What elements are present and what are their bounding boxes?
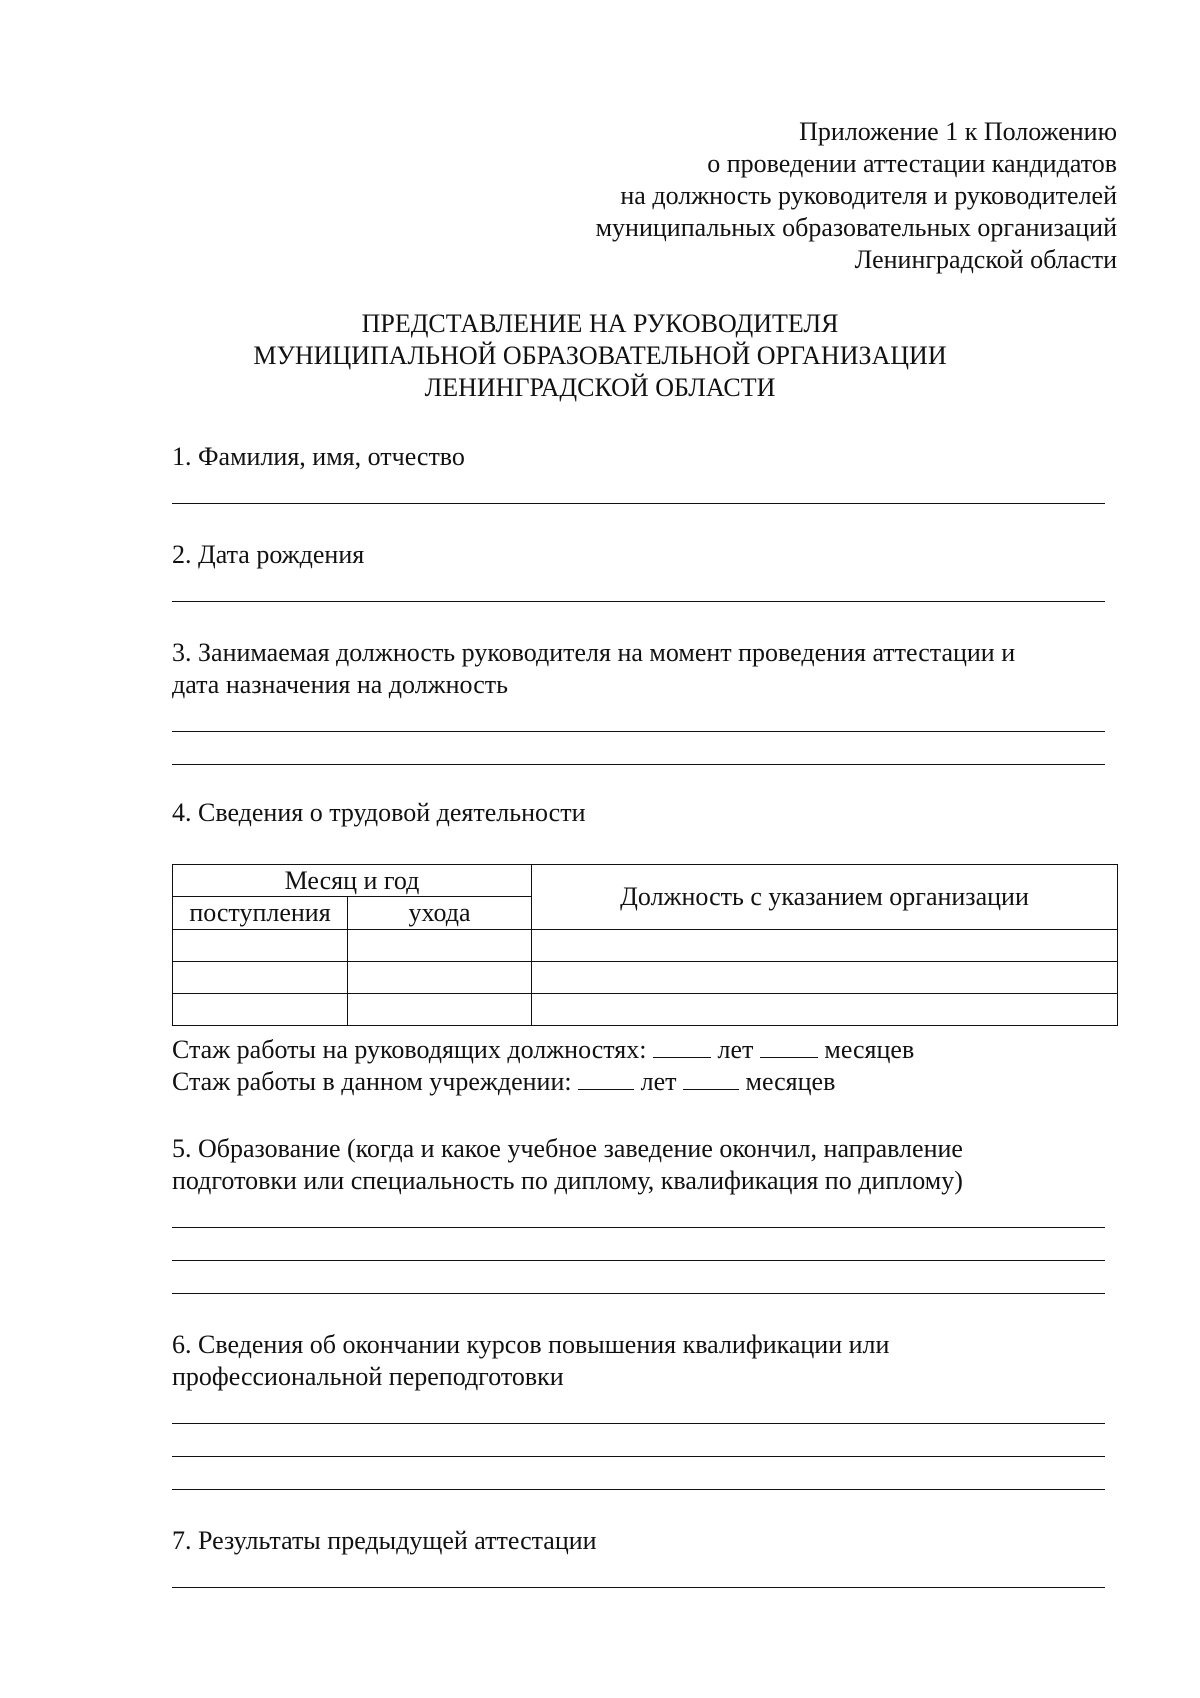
- table-cell-end[interactable]: [348, 994, 532, 1026]
- work-history-table: [172, 864, 1118, 1026]
- experience-institution-label: Стаж работы в данном учреждении:: [172, 1067, 572, 1096]
- section-3-fill-line[interactable]: [172, 764, 1105, 765]
- header-end: ухода: [348, 897, 532, 930]
- title-line: ЛЕНИНГРАДСКОЙ ОБЛАСТИ: [424, 373, 776, 402]
- section-1-label: 1. Фамилия, имя, отчество: [172, 442, 465, 471]
- header-start: поступления: [173, 897, 348, 930]
- section-6-fill-line[interactable]: [172, 1423, 1105, 1424]
- table-cell-position[interactable]: [532, 994, 1118, 1026]
- document-title: [0, 308, 1200, 404]
- appendix-reference: [596, 116, 1117, 276]
- table-cell-start[interactable]: [173, 930, 348, 962]
- table-cell-position[interactable]: [532, 930, 1118, 962]
- appendix-line: муниципальных образовательных организаций: [595, 213, 1117, 242]
- section-5-fill-line[interactable]: [172, 1293, 1105, 1294]
- section-3-label-line1: 3. Занимаемая должность руководителя на момент проведения аттестации и: [172, 638, 1016, 667]
- header-month-year: Месяц и год: [173, 865, 532, 897]
- years-label: лет: [640, 1067, 677, 1096]
- appendix-line: Приложение 1 к Положению: [799, 117, 1117, 146]
- experience-management-label: Стаж работы на руководящих должностях:: [172, 1035, 647, 1064]
- section-5-fill-line[interactable]: [172, 1260, 1105, 1261]
- section-6-label-line2: профессиональной переподготовки: [172, 1362, 564, 1391]
- months-label: месяцев: [745, 1067, 836, 1096]
- table-cell-end[interactable]: [348, 962, 532, 994]
- title-line: МУНИЦИПАЛЬНОЙ ОБРАЗОВАТЕЛЬНОЙ ОРГАНИЗАЦИИ: [253, 341, 947, 370]
- section-2-fill-line[interactable]: [172, 601, 1105, 602]
- appendix-line: Ленинградской области: [854, 245, 1117, 274]
- header-position: Должность с указанием организации: [532, 865, 1118, 930]
- section-3-fill-line[interactable]: [172, 731, 1105, 732]
- table-cell-start[interactable]: [173, 962, 348, 994]
- table-row: [173, 994, 1118, 1026]
- section-5-fill-line[interactable]: [172, 1227, 1105, 1228]
- years-blank[interactable]: [653, 1035, 711, 1058]
- table-row: [173, 930, 1118, 962]
- section-4-label: 4. Сведения о трудовой деятельности: [172, 798, 586, 827]
- section-6-fill-line[interactable]: [172, 1489, 1105, 1490]
- section-1-fill-line[interactable]: [172, 503, 1105, 504]
- table-cell-end[interactable]: [348, 930, 532, 962]
- section-3-label-line2: дата назначения на должность: [172, 670, 508, 699]
- table-cell-position[interactable]: [532, 962, 1118, 994]
- section-2-label: 2. Дата рождения: [172, 540, 365, 569]
- section-7-fill-line[interactable]: [172, 1587, 1105, 1588]
- experience-management: [172, 1034, 914, 1066]
- years-blank[interactable]: [578, 1067, 634, 1090]
- months-blank[interactable]: [683, 1067, 739, 1090]
- experience-institution: [172, 1066, 835, 1098]
- section-6-fill-line[interactable]: [172, 1456, 1105, 1457]
- appendix-line: о проведении аттестации кандидатов: [707, 149, 1117, 178]
- years-label: лет: [717, 1035, 754, 1064]
- section-5-label-line1: 5. Образование (когда и какое учебное заведение окончил, направление: [172, 1134, 963, 1163]
- table-cell-start[interactable]: [173, 994, 348, 1026]
- section-5-label-line2: подготовки или специальность по диплому, квалификация по диплому): [172, 1166, 963, 1195]
- months-blank[interactable]: [760, 1035, 818, 1058]
- table-row: [173, 962, 1118, 994]
- section-7-label: 7. Результаты предыдущей аттестации: [172, 1526, 597, 1555]
- appendix-line: на должность руководителя и руководителей: [620, 181, 1117, 210]
- title-line: ПРЕДСТАВЛЕНИЕ НА РУКОВОДИТЕЛЯ: [361, 309, 839, 338]
- months-label: месяцев: [824, 1035, 915, 1064]
- section-6-label-line1: 6. Сведения об окончании курсов повышения квалификации или: [172, 1330, 890, 1359]
